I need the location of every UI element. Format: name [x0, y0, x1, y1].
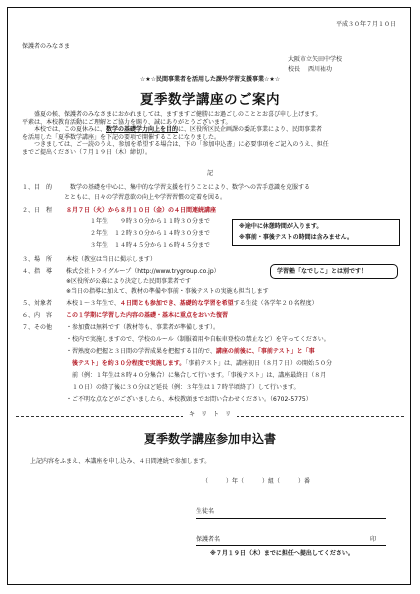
seal-mark: 印 [370, 536, 377, 543]
subtitle: ☆★☆民間事業者を活用した課外学習支援事業☆★☆ [139, 76, 281, 83]
other-bullet4: ・ご不明な点などがございましたら、本校教頭までお問い合わせください。（6702-5775） [66, 396, 312, 403]
purpose-line1: 数学の基礎を中心に、集中的な学習支援を行うことにより、数学への苦手意識を克服する [70, 184, 311, 191]
other-bullet3-emphasis: 講座の前後に、「事前テスト」と「事 [215, 348, 315, 355]
place-label: ３、場 所 [22, 256, 53, 263]
schedule-note2: ※事前・事後テストの時間は含みません。 [239, 234, 353, 241]
intro-line: までご提出ください（７月１９日（木）締切）。 [22, 148, 152, 156]
target-text [66, 300, 318, 308]
cut-line-label [0, 411, 420, 419]
target-label: ５、対象者 [22, 300, 53, 307]
instructor-note1: ※区役所が公募により決定した民間事業者です [66, 278, 192, 285]
schedule-label: ２、日 程 [22, 207, 53, 214]
other-bullet3-line4: １０日）の終了後に３０分ほど延長（例：３年生は１７時半頃終了）して行います。 [72, 384, 300, 391]
other-label: ７、その他 [22, 324, 53, 331]
intro-line: 盛夏の候、保護者のみなさまにおかれましては、ますますご健勝にお過ごしのこととお喜び申し上げます。 [34, 111, 322, 118]
target-pre: 本校１～３年生で、 [66, 300, 120, 307]
target-post: する生徒（各学年２０名程度） [233, 300, 318, 307]
schedule-note-box [232, 219, 400, 246]
schedule-note1: ※途中に休憩時間が入ります。 [239, 223, 323, 230]
purpose-line2: とともに、日々の学習意欲の向上や学習習慣の定着を図る。 [64, 194, 227, 201]
schedule-dates: ８月７日（火）から８月１０日（金）の４日間連続講座 [66, 207, 217, 214]
schedule-grade1: １年生 ９時３０分から１１時３０分まで [90, 218, 211, 225]
intro-emphasis: 数学の基礎学力向上を目的 [106, 126, 179, 134]
other-bullet3-pre: ・習熟度の把握と３日間の学習成果を把握する目的で、 [66, 348, 216, 355]
form-body: 上記内容をふまえ、本講座を申し込み、４日間連続で参加します。 [30, 458, 211, 465]
cut-line-text: キ リ ト リ [183, 411, 237, 418]
other-bullet2: ・校内で実施しますので、学校のルール（制服着用や自転車登校の禁止など）を守ってください。 [66, 336, 330, 343]
other-bullet3 [66, 348, 315, 356]
content-label: ６、内 容 [22, 312, 53, 319]
content-text: この１学期に学習した内容の基礎・基本に重点をおいた復習 [66, 312, 229, 319]
schedule-grade3: ３年生 １４時４５分から１６時４５分まで [90, 242, 211, 249]
other-bullet3-line3: 前（例：１年生は８時４０分集合）に集合して行います。「事後テスト」は、講座最終日（８月 [72, 372, 327, 379]
guardian-name-label: 保護者名 [196, 536, 221, 543]
other-bullet3-line2-post: 「事前テスト」は、講座初日（８月７日）の開始５０分 [185, 360, 333, 367]
place-text: 本校（教室は当日に掲示します） [66, 256, 157, 263]
intro-line: を活用した「夏季数学講座」を下記の要項で開催することになりました。 [22, 133, 221, 141]
school-name: 大阪市立矢田中学校 [288, 56, 343, 63]
date: 平成３０年７月１０日 [335, 21, 396, 28]
guardian-name-field[interactable] [196, 545, 386, 546]
instructor-text: 株式会社トライグループ（http://www.trygroup.co.jp） [66, 268, 220, 275]
intro-line: つきましては、ご一読のうえ、参加を希望する場合は、下の「参加申込書」に必要事項をご記入のうえ、担任 [34, 141, 329, 149]
page-title: 夏季数学講座のご案内 [140, 92, 280, 108]
form-title: 夏季数学講座参加申込書 [143, 432, 276, 446]
intro-line: 本校では、この夏休みに、数学の基礎学力向上を目的に、区役所区民企画課の委託事業により、民間事業者 [34, 126, 323, 134]
student-name-label: 生徒名 [196, 508, 215, 515]
principal-name: 西川祐功 [307, 66, 332, 73]
principal [288, 66, 332, 74]
target-emphasis: ４日間とも参加でき、基礎的な学習を希望 [119, 300, 234, 307]
intro-paragraph [22, 111, 402, 157]
salutation: 保護者のみなさま [22, 43, 71, 50]
instructor-badge-text: 学習塾「なでしこ」とは別です！ [277, 268, 368, 275]
instructor-label: ４、指 導 [22, 268, 53, 275]
student-name-field[interactable] [196, 518, 386, 519]
other-bullet3-line2-emphasis: 後テスト」を約３０分程度で実施します。 [72, 360, 186, 367]
principal-title: 校長 [288, 66, 301, 73]
form-class-line[interactable]: （ ）年（ ）組（ ）番 [202, 478, 311, 485]
intro-line: 平素は、本校教育活動にご理解とご協力を賜り、誠にありがとうございます。 [22, 118, 232, 126]
instructor-badge [270, 264, 398, 279]
other-bullet3-line2 [72, 360, 332, 368]
purpose-label: １、目 的 [22, 184, 53, 191]
form-deadline: ※７月１９日（木）までに担任へ提出してください。 [210, 550, 354, 557]
other-bullet1: ・参加費は無料です（教材等も、事業者が準備します）。 [66, 324, 220, 331]
instructor-note2: ※当日の指導に加えて、教材の準備や事前・事後テストの実施も担当します [66, 288, 269, 295]
schedule-grade2: ２年生 １２時３０分から１４時３０分まで [90, 230, 211, 237]
ki-mark: 記 [206, 170, 213, 177]
